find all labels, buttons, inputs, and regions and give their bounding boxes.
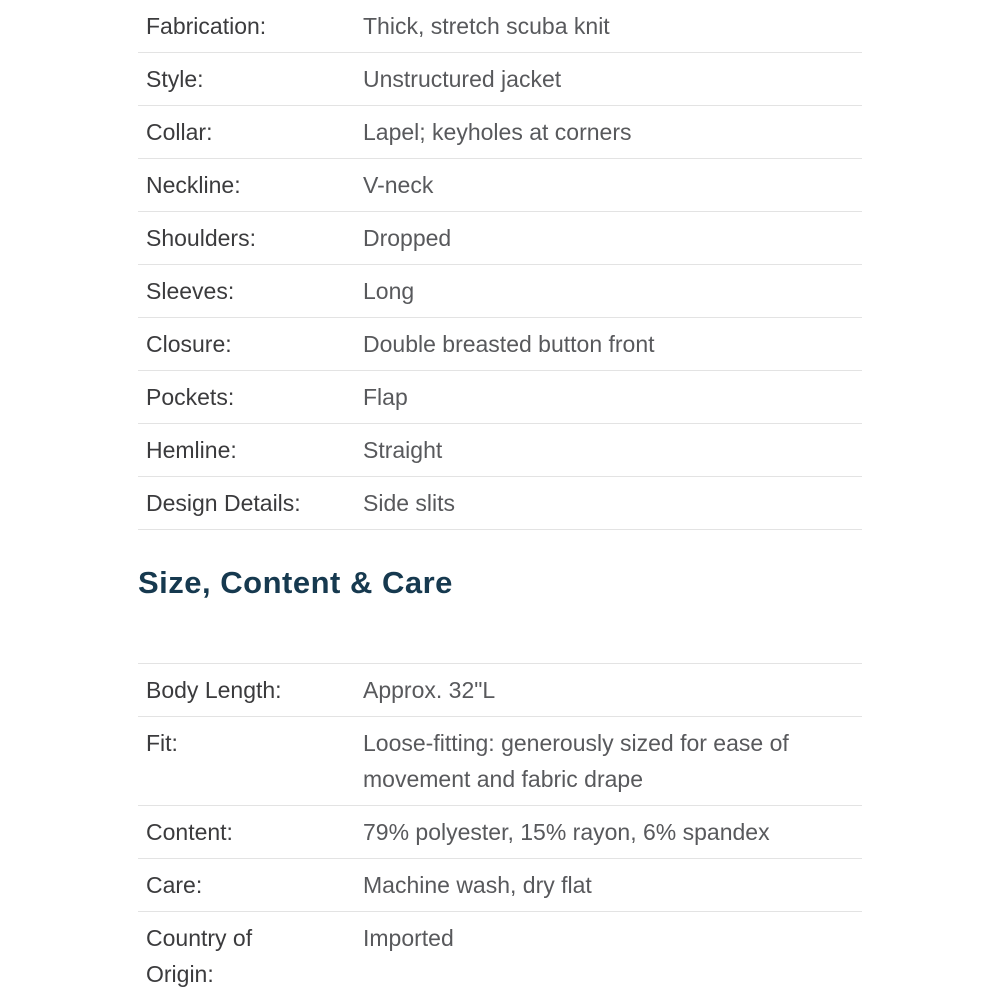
spec-row bbox=[138, 212, 862, 265]
spec-row bbox=[138, 806, 862, 859]
spec-label: Collar: bbox=[146, 119, 213, 145]
spec-label: Care: bbox=[146, 872, 203, 898]
spec-value: Lapel; keyholes at corners bbox=[363, 119, 632, 145]
spec-row bbox=[138, 106, 862, 159]
spec-value: Flap bbox=[363, 384, 408, 410]
spec-label: Design Details: bbox=[146, 490, 301, 516]
spec-value: Side slits bbox=[363, 490, 456, 516]
spec-label: Body Length: bbox=[146, 677, 282, 703]
spec-row bbox=[138, 0, 862, 53]
spec-row bbox=[138, 371, 862, 424]
spec-label: Pockets: bbox=[146, 384, 235, 410]
spec-value: Thick, stretch scuba knit bbox=[363, 13, 610, 39]
spec-label: Hemline: bbox=[146, 437, 237, 463]
spec-row bbox=[138, 424, 862, 477]
spec-value: Double breasted button front bbox=[363, 331, 655, 357]
spec-row bbox=[138, 717, 862, 806]
spec-value: 79% polyester, 15% rayon, 6% spandex bbox=[363, 819, 770, 845]
spec-label: Sleeves: bbox=[146, 278, 235, 304]
product-details-content bbox=[138, 0, 862, 1000]
spec-label: Neckline: bbox=[146, 172, 241, 198]
spec-label: Country of Origin: bbox=[146, 925, 253, 987]
spec-row bbox=[138, 159, 862, 212]
size-content-care-table bbox=[138, 663, 862, 1000]
spec-label: Fit: bbox=[146, 730, 178, 756]
spec-row bbox=[138, 664, 862, 717]
spec-value: Imported bbox=[363, 925, 454, 951]
spec-value: Unstructured jacket bbox=[363, 66, 562, 92]
spec-row bbox=[138, 912, 862, 1000]
spec-value: Long bbox=[363, 278, 415, 304]
spec-value: Straight bbox=[363, 437, 443, 463]
size-content-care-heading: Size, Content & Care bbox=[138, 565, 453, 600]
spec-value: Machine wash, dry flat bbox=[363, 872, 592, 898]
construction-spec-table bbox=[138, 0, 862, 530]
spec-row bbox=[138, 318, 862, 371]
spec-label: Closure: bbox=[146, 331, 232, 357]
spec-row bbox=[138, 477, 862, 530]
spec-value: V-neck bbox=[363, 172, 434, 198]
spec-row bbox=[138, 53, 862, 106]
spec-label: Style: bbox=[146, 66, 204, 92]
spec-label: Shoulders: bbox=[146, 225, 256, 251]
spec-row bbox=[138, 859, 862, 912]
spec-value: Dropped bbox=[363, 225, 452, 251]
spec-row bbox=[138, 265, 862, 318]
spec-label: Content: bbox=[146, 819, 233, 845]
spec-value: Loose-fitting: generously sized for ease of movement and fabric drape bbox=[363, 730, 789, 792]
spec-value: Approx. 32"L bbox=[363, 677, 496, 703]
spec-label: Fabrication: bbox=[146, 13, 267, 39]
